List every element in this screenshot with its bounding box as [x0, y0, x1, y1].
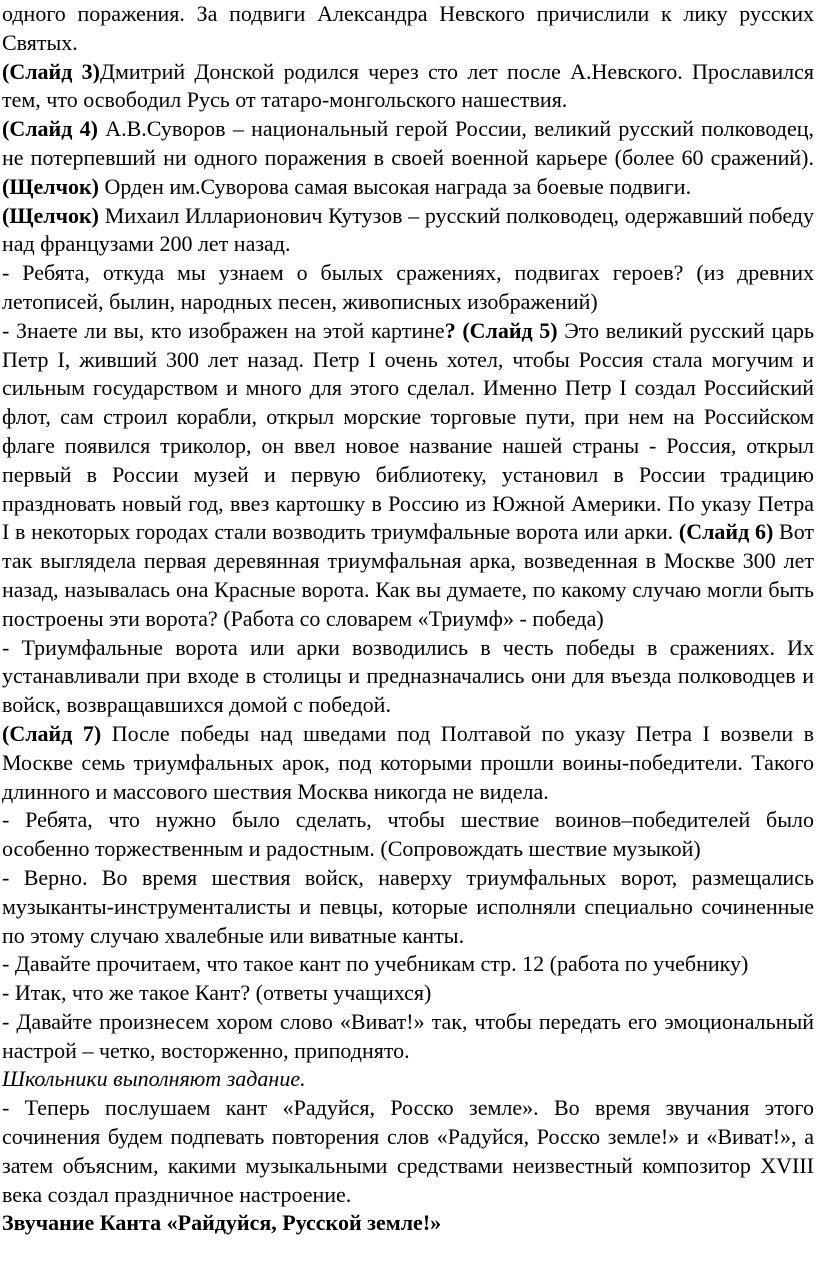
paragraph-text: После победы над шведами под Полтавой по указу Петра I возвели в Москве семь триумфальных арок, под которыми прошли воины-победители. Такого длинного и массового шествия Москва никогда не видела. — [2, 720, 814, 804]
paragraph-slide-5-6 — [2, 317, 814, 634]
paragraph-procession-question: - Ребята, что нужно было сделать, чтобы шествие воинов–победителей было особенно торжественным и радостным. (Сопровождать шествие музыкой) — [2, 807, 814, 862]
paragraph-slide-3 — [2, 58, 814, 116]
slide-label: (Слайд 6) — [678, 519, 774, 545]
paragraph-kant-heading — [2, 1209, 814, 1238]
click-label: (Щелчок) — [2, 173, 100, 199]
paragraph-task-note — [2, 1065, 814, 1094]
italic-note: Школьники выполняют задание. — [2, 1066, 306, 1092]
click-label: (Щелчок) — [2, 202, 100, 228]
slide-label: (Слайд 7) — [2, 720, 102, 746]
slide-label: ? (Слайд 5) — [444, 317, 558, 343]
slide-label: (Слайд 4) — [2, 116, 98, 142]
paragraph-text: Вот так выглядела первая деревянная триумфальная арка, возведенная в Москве 300 лет назад, называлась она Красные ворота. Как вы думаете, по какому случаю могли быть построены эти ворота? (Работа со словарем «Триумф» - победа) — [2, 519, 815, 631]
paragraph-text: Орден им.Суворова самая высокая награда за боевые подвиги. — [99, 173, 692, 199]
paragraph-kutuzov — [2, 202, 814, 260]
paragraph-text: - Знаете ли вы, кто изображен на этой картине — [2, 317, 445, 343]
paragraph-text: Дмитрий Донской родился через сто лет после А.Невского. Прославился тем, что освободил Русь от татаро-монгольского нашествия. — [2, 58, 815, 113]
paragraph-musicians: - Верно. Во время шествия войск, наверху триумфальных ворот, размещались музыканты-инструменталисты и певцы, которые исполняли специально сочиненные по этому случаю хвалебные или виватные канты. — [2, 864, 814, 948]
paragraph-what-is-kant: - Итак, что же такое Кант? (ответы учащихся) — [2, 980, 432, 1006]
paragraph-vivat: - Давайте произнесем хором слово «Виват!» так, чтобы передать его эмоциональный настрой – четко, восторженно, приподнято. — [2, 1008, 814, 1063]
paragraph-listen-kant: - Теперь послушаем кант «Радуйся, Росско земле». Во время звучания этого сочинения будем подпевать повторения слов «Радуйся, Росско земле!» и «Виват!», а затем объясним, какими музыкальными средствами неизвестный композитор XVIII века создал праздничное настроение. — [2, 1095, 814, 1207]
paragraph-nevsky-end: одного поражения. За подвиги Александра Невского причислили к лику русских Святых. — [2, 1, 814, 55]
paragraph-question-sources: - Ребята, откуда мы узнаем о былых сражениях, подвигах героев? (из древних летописей, былин, народных песен, живописных изображений) — [2, 260, 814, 314]
paragraph-slide-4 — [2, 115, 814, 201]
paragraph-text: А.В.Суворов – национальный герой России, великий русский полководец, не потерпевший ни одного поражения в своей военной карьере (более 60 сражений). — [2, 116, 815, 170]
slide-label: (Слайд 3) — [2, 58, 100, 84]
bold-heading: Звучание Канта «Райдуйся, Русской земле!» — [2, 1210, 442, 1236]
paragraph-text: Это великий русский царь Петр I, живший 300 лет назад. Петр I очень хотел, чтобы Россия стала могучим и сильным государством и много для этого сделал. Именно Петр I создал Российский флот, сам строил корабли, открыл морские торговые пути, при нем на Российском флаге появился триколор, он ввел новое название нашей страны - Россия, открыл первый в России музей и первую библиотеку, установил в России традицию праздновать новый год, ввез картошку в Россию из Южной Америки. По указу Петра I в некоторых городах стали возводить триумфальные ворота или арки. — [2, 317, 815, 545]
paragraph-triumphal-gates: - Триумфальные ворота или арки возводились в честь победы в сражениях. Их устанавливали при входе в столицы и предназначались они для въезда полководцев и войск, возвращавшихся домой с победой. — [2, 634, 814, 718]
paragraph-slide-7 — [2, 720, 814, 806]
paragraph-text: Михаил Илларионович Кутузов – русский полководец, одержавший победу над французами 200 лет назад. — [2, 202, 814, 257]
paragraph-textbook: - Давайте прочитаем, что такое кант по учебникам стр. 12 (работа по учебнику) — [2, 951, 749, 977]
